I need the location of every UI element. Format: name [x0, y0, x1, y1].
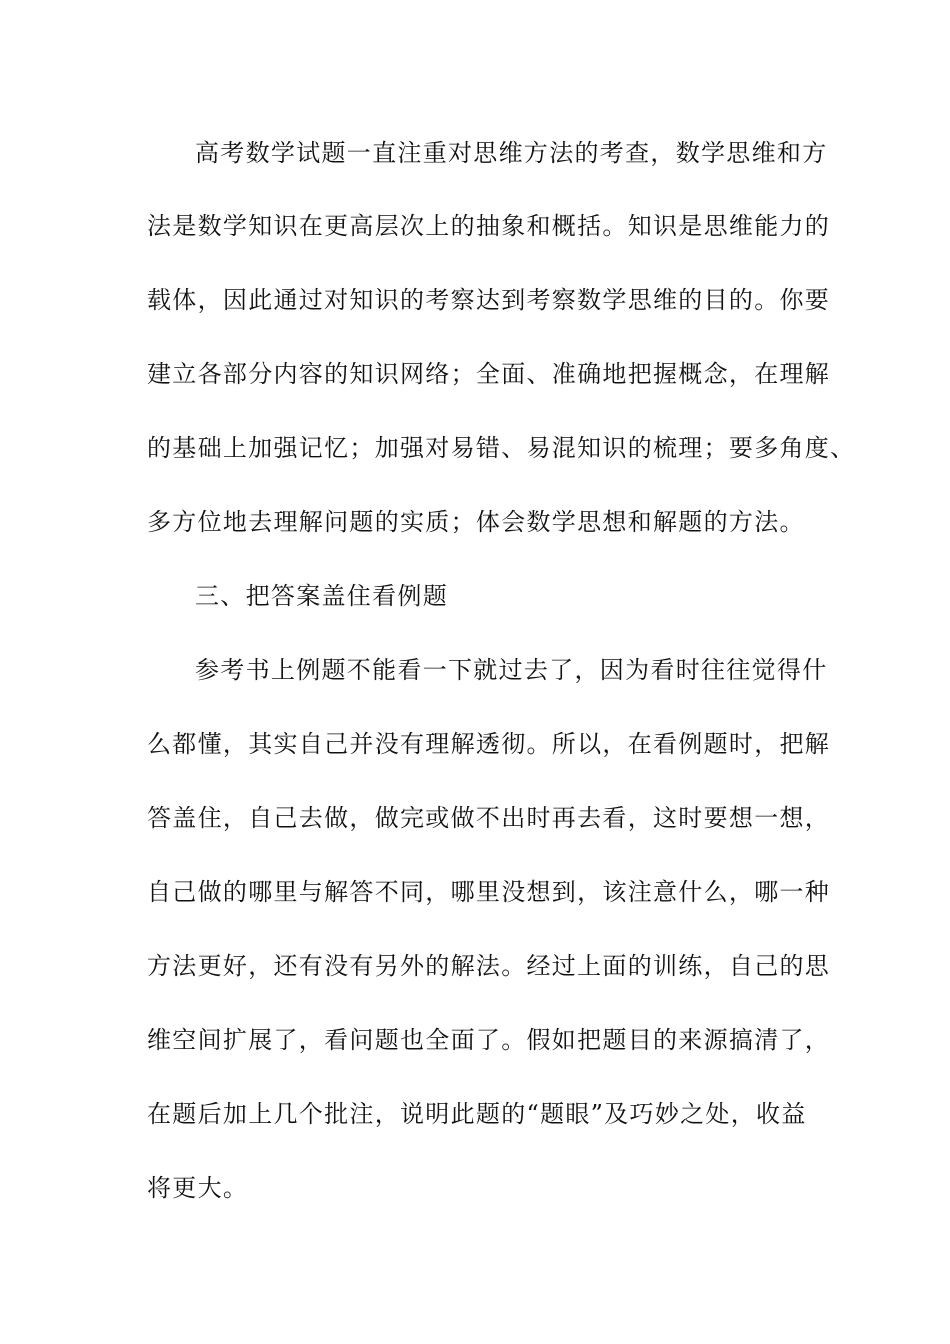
paragraph-line: 法是数学知识在更高层次上的抽象和概括。知识是思维能力的: [147, 212, 831, 240]
section-heading: 三、把答案盖住看例题: [195, 582, 448, 610]
paragraph-line: 的基础上加强记忆；加强对易错、易混知识的梳理；要多角度、: [147, 434, 856, 462]
paragraph-line: 载体，因此通过对知识的考察达到考察数学思维的目的。你要: [147, 286, 831, 314]
paragraph-line: 方法更好，还有没有另外的解法。经过上面的训练，自己的思: [147, 952, 831, 980]
paragraph-line: 将更大。: [147, 1174, 249, 1202]
paragraph-line: 建立各部分内容的知识网络；全面、准确地把握概念，在理解: [147, 360, 831, 388]
paragraph-line: 在题后加上几个批注，说明此题的“题眼”及巧妙之处，收益: [147, 1100, 807, 1128]
paragraph-line: 维空间扩展了，看问题也全面了。假如把题目的来源搞清了，: [147, 1026, 831, 1054]
paragraph-line: 参考书上例题不能看一下就过去了，因为看时往往觉得什: [195, 656, 828, 684]
paragraph-line: 答盖住，自己去做，做完或做不出时再去看，这时要想一想，: [147, 804, 831, 832]
paragraph-line: 多方位地去理解问题的实质；体会数学思想和解题的方法。: [147, 508, 805, 536]
paragraph-line: 么都懂，其实自己并没有理解透彻。所以，在看例题时，把解: [147, 730, 831, 758]
paragraph-line: 高考数学试题一直注重对思维方法的考查，数学思维和方: [195, 139, 828, 167]
paragraph-line: 自己做的哪里与解答不同，哪里没想到，该注意什么，哪一种: [147, 878, 831, 906]
